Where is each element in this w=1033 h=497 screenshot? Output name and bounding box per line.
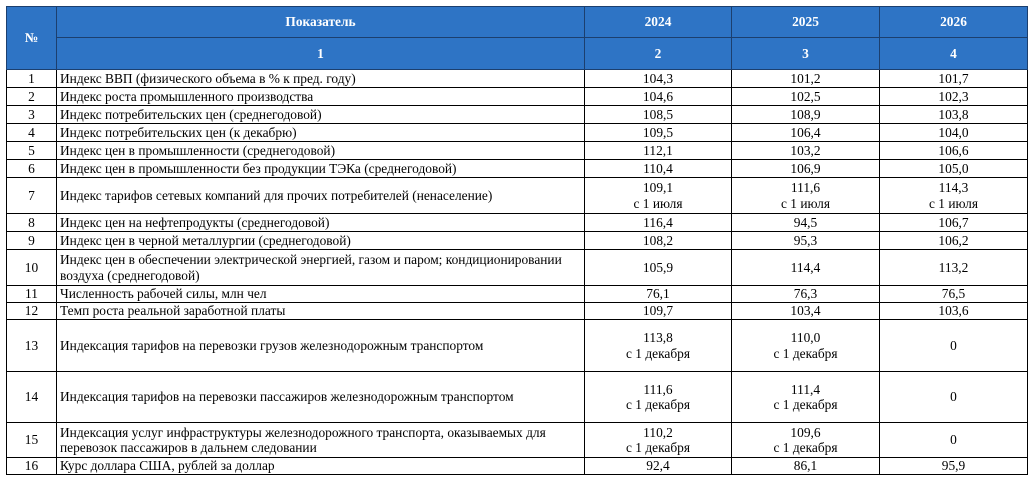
value: 102,5: [790, 88, 821, 104]
value-cell: [585, 303, 732, 320]
value: 0: [950, 337, 957, 353]
value-note: с 1 декабря: [625, 345, 690, 361]
value-cell: [880, 160, 1028, 178]
indicator-name: Индекс цен в промышленности без продукции ТЭКа (среднегодовой): [57, 160, 585, 178]
value-cell: [732, 232, 880, 250]
value: 103,8: [938, 106, 969, 122]
value: 0: [950, 432, 957, 448]
value: 106,6: [938, 142, 969, 158]
value-cell: [732, 70, 880, 88]
header-col-number: 4: [880, 38, 1028, 70]
header-year-2025: 2025: [732, 7, 880, 38]
row-number: 14: [7, 372, 57, 423]
value: 108,2: [642, 232, 674, 248]
value-cell: [880, 372, 1028, 423]
value: 113,8: [643, 330, 673, 345]
value: 105,0: [938, 160, 969, 176]
row-number: 12: [7, 303, 57, 320]
value-cell: [880, 320, 1028, 372]
row-number: 11: [7, 286, 57, 303]
value-cell: [585, 286, 732, 303]
value-cell: [585, 160, 732, 178]
table-row: [7, 286, 1028, 303]
value-cell: [732, 142, 880, 160]
value-cell: [585, 320, 732, 372]
table-row: [7, 70, 1028, 88]
value: 104,3: [642, 70, 674, 86]
row-number: 13: [7, 320, 57, 372]
value-cell: [880, 423, 1028, 458]
header-col-number: 2: [585, 38, 732, 70]
row-number: 8: [7, 214, 57, 232]
value: 108,9: [790, 106, 821, 122]
row-number: 15: [7, 423, 57, 458]
value: 104,0: [938, 124, 969, 140]
table-row: [7, 232, 1028, 250]
value-cell: [880, 458, 1028, 475]
row-number: 6: [7, 160, 57, 178]
value-cell: [585, 372, 732, 423]
value: 110,0: [790, 330, 821, 345]
forecast-table: [6, 6, 1028, 475]
value: 101,7: [938, 70, 969, 86]
row-number: 7: [7, 178, 57, 214]
value: 76,1: [646, 286, 670, 302]
value-cell: [732, 320, 880, 372]
table-row: [7, 106, 1028, 124]
value: 103,2: [790, 142, 821, 158]
value-cell: [880, 124, 1028, 142]
value-cell: [732, 286, 880, 303]
value: 111,6: [790, 180, 821, 195]
row-number: 1: [7, 70, 57, 88]
value-cell: [880, 250, 1028, 286]
value: 109,5: [642, 124, 674, 140]
value: 110,2: [643, 424, 673, 440]
value: 76,3: [793, 286, 818, 302]
value-cell: [880, 142, 1028, 160]
indicator-name: Индекс роста промышленного производства: [57, 88, 585, 106]
value: 111,4: [790, 381, 821, 397]
value-note: с 1 декабря: [773, 397, 838, 412]
value-cell: [880, 214, 1028, 232]
table-body: [7, 70, 1028, 475]
value-cell: [732, 423, 880, 458]
table-row: [7, 124, 1028, 142]
value-cell: [585, 178, 732, 214]
header-col-number: 3: [732, 38, 880, 70]
value-cell: [585, 232, 732, 250]
table-row: [7, 458, 1028, 475]
value-cell: [880, 232, 1028, 250]
value: 105,9: [642, 259, 674, 275]
indicator-name: Индекс цен в промышленности (среднегодовой): [57, 142, 585, 160]
value: 104,6: [642, 88, 674, 104]
value: 110,4: [643, 160, 673, 176]
value-note: с 1 декабря: [773, 345, 838, 361]
table-row: [7, 250, 1028, 286]
value: 0: [950, 389, 957, 405]
value-cell: [732, 124, 880, 142]
value-cell: [585, 142, 732, 160]
value-note: с 1 июля: [928, 195, 978, 211]
row-number: 2: [7, 88, 57, 106]
value-cell: [585, 106, 732, 124]
indicator-name: Индекс тарифов сетевых компаний для прочих потребителей (ненаселение): [57, 178, 585, 214]
value: 92,4: [646, 458, 670, 474]
value: 113,2: [938, 259, 969, 275]
indicator-name: Индекс потребительских цен (среднегодовой): [57, 106, 585, 124]
value: 112,1: [643, 142, 673, 158]
value-cell: [732, 458, 880, 475]
value-note: с 1 декабря: [773, 440, 838, 455]
value-note: с 1 июля: [780, 195, 830, 211]
table-row: [7, 178, 1028, 214]
table-row: [7, 214, 1028, 232]
value: 109,6: [790, 424, 821, 440]
value-cell: [732, 106, 880, 124]
value-cell: [880, 106, 1028, 124]
value: 95,3: [793, 232, 818, 248]
indicator-name: Индексация тарифов на перевозки пассажиров железнодорожным транспортом: [57, 372, 585, 423]
row-number: 5: [7, 142, 57, 160]
value: 103,6: [938, 303, 969, 319]
value: 101,2: [790, 70, 821, 86]
value-cell: [585, 250, 732, 286]
value-cell: [732, 178, 880, 214]
row-number: 10: [7, 250, 57, 286]
value-cell: [880, 70, 1028, 88]
indicator-name: Индекс цен в черной металлургии (среднегодовой): [57, 232, 585, 250]
value: 76,5: [941, 286, 966, 302]
indicator-name: Численность рабочей силы, млн чел: [57, 286, 585, 303]
header-indicator: Показатель: [57, 7, 585, 38]
row-number: 16: [7, 458, 57, 475]
value: 86,1: [793, 458, 818, 474]
value-note: с 1 декабря: [625, 397, 690, 412]
value-cell: [732, 303, 880, 320]
value: 108,5: [642, 106, 674, 122]
row-number: 4: [7, 124, 57, 142]
header-number: №: [7, 7, 57, 70]
value-cell: [732, 88, 880, 106]
value: 111,6: [643, 381, 673, 397]
indicator-name: Курс доллара США, рублей за доллар: [57, 458, 585, 475]
indicator-name: Индексация тарифов на перевозки грузов железнодорожным транспортом: [57, 320, 585, 372]
value-cell: [880, 286, 1028, 303]
value-note: с 1 декабря: [625, 440, 690, 455]
row-number: 3: [7, 106, 57, 124]
value-cell: [585, 458, 732, 475]
indicator-name: Индексация услуг инфраструктуры железнодорожного транспорта, оказываемых для перевозок пассажиров в дальнем следовании: [57, 423, 585, 458]
table-row: [7, 320, 1028, 372]
value: 95,9: [941, 458, 966, 474]
value: 116,4: [643, 214, 673, 230]
header-col-number: 1: [57, 38, 585, 70]
indicator-name: Индекс ВВП (физического объема в % к пред. году): [57, 70, 585, 88]
value: 106,7: [938, 214, 969, 230]
value: 106,2: [938, 232, 969, 248]
value: 109,7: [642, 303, 674, 319]
value: 103,4: [790, 303, 821, 319]
table-row: [7, 303, 1028, 320]
value: 94,5: [793, 214, 818, 230]
value: 102,3: [938, 88, 969, 104]
table-row: [7, 372, 1028, 423]
value-cell: [732, 160, 880, 178]
row-number: 9: [7, 232, 57, 250]
table-row: [7, 423, 1028, 458]
value-cell: [585, 214, 732, 232]
value-cell: [732, 250, 880, 286]
table-row: [7, 160, 1028, 178]
table-row: [7, 88, 1028, 106]
indicator-name: Темп роста реальной заработной платы: [57, 303, 585, 320]
header-year-2026: 2026: [880, 7, 1028, 38]
indicator-name: Индекс потребительских цен (к декабрю): [57, 124, 585, 142]
indicator-name: Индекс цен на нефтепродукты (среднегодовой): [57, 214, 585, 232]
value: 114,3: [938, 180, 969, 195]
value-cell: [732, 372, 880, 423]
value-cell: [732, 214, 880, 232]
value: 106,4: [790, 124, 821, 140]
value-note: с 1 июля: [633, 195, 683, 211]
value-cell: [880, 88, 1028, 106]
indicator-name: Индекс цен в обеспечении электрической энергией, газом и паром; кондиционировании воздуха (среднегодовой): [57, 250, 585, 286]
header-year-2024: 2024: [585, 7, 732, 38]
value-cell: [585, 70, 732, 88]
value-cell: [585, 423, 732, 458]
value: 106,9: [790, 160, 821, 176]
value-cell: [880, 178, 1028, 214]
value: 114,4: [790, 259, 821, 275]
value-cell: [585, 124, 732, 142]
value-cell: [585, 88, 732, 106]
value: 109,1: [642, 180, 674, 195]
value-cell: [880, 303, 1028, 320]
table-row: [7, 142, 1028, 160]
